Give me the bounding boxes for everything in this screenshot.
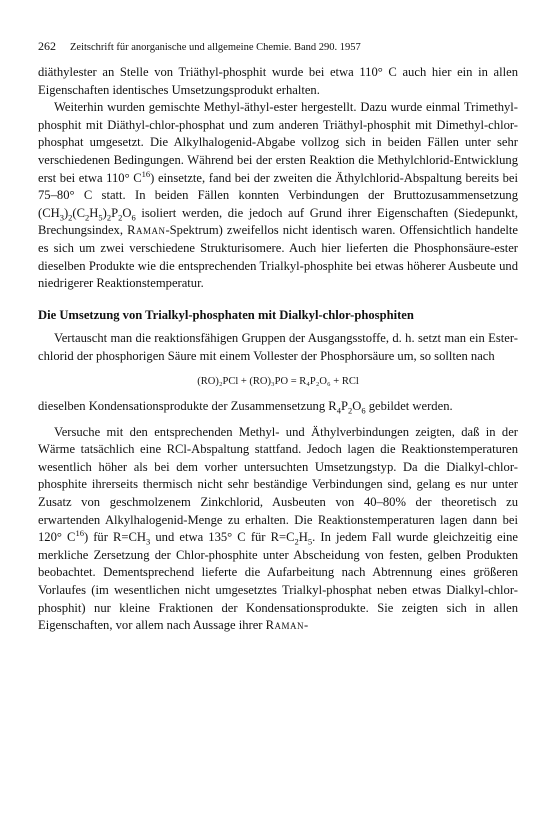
- footnote-ref-16: 16: [141, 168, 151, 179]
- paragraph-4: dieselben Kondensationsprodukte der Zusammensetzung $R_4P_2O_6$ gebildet werden.: [38, 399, 453, 416]
- paragraph-1: diäthylester an Stelle von Triäthyl-phosphit wurde bei etwa 110° C auch hier ein in allen Eigenschaften identisches Umsetzungsprodukt erhalten.: [38, 65, 518, 97]
- paragraph-2: Weiterhin wurden gemischte Methyl-äthyl-ester hergestellt. Dazu wurde einmal Trimethyl-phosphit mit Diäthyl-chlor-phosphat und zum anderen Triäthyl-phosphit mit Dimethyl-chlor-phosphat umgesetzt. Die Alkylhalogenid-Abgabe vollzog sich in beiden Fällen unter sehr verschiedenen Bedingungen. Während bei der ersten Reaktion die Methylchlorid-Entwicklung erst bei etwa 110° $C^{16}$) einsetzte, fand bei der zweiten die Äthylchlorid-Abspaltung bereits bei 75–80° C statt. In beiden Fällen konnten Verbindungen der Bruttozusammensetzung $(CH_3)_2(C_2H_5)_2P_2O_6$ isoliert werden, die jedoch auf Grund ihrer Eigenschaften (Siedepunkt, Brechungsindex, Raman-Spektrum) zweifellos nicht identisch waren. Offensichtlich handelte es sich um zwei verschiedene Strukturisomere. Auch hier lieferten die Phosphonsäure-ester dieselben Produkte wie die entsprechenden Trialkyl-phosphite bei etwas höherer Ausbeute und niedrigerer Reaktionstemperatur.: [38, 100, 519, 291]
- footnote-ref-16: 16: [75, 528, 84, 539]
- section-heading: Die Umsetzung von Trialkyl-phosphaten mit Dialkyl-chlor-phosphiten: [38, 307, 414, 322]
- paragraph-5: Versuche mit den entsprechenden Methyl- und Äthylverbindungen zeigten, daß in der Wärme tatsächlich eine RCl-Abspaltung stattfand. Jedoch lagen die Reaktionstemperaturen wesentlich höher als bei dem vorher untersuchten Umsetzungstyp. Da die Dialkyl-chlor-phosphite ihrerseits thermisch nicht sehr beständige Verbindungen sind, gelang es nur unter Zusatz von geschmolzenem Zinkchlorid, Ausbeuten von 40–80% der theoretisch zu erwartenden Alkylhalogenid-Menge zu erhalten. Die Reaktionstemperaturen lagen dann bei 120° $C^{16}$) für $R=CH_3$ und etwa 135° C für $R=C_2H_5$. In jedem Fall wurde gleichzeitig eine merkliche Zersetzung der Chlor-phosphite unter Abscheidung von festen, gelben Produkten beobachtet. Dementsprechend lieferte die Aufarbeitung nach Abtrennung eines größeren Vorlaufes (im wesentlichen nicht umgesetztes Trialkyl-phosphat neben etwas Dialkyl-chlor-phosphit) nur kleine Fraktionen der Kondensationsprodukte. Sie zeigten sich in allen Eigenschaften, vor allem nach Aussage ihrer Raman-: [38, 424, 518, 633]
- page-number: 262: [38, 39, 56, 53]
- body-text: [38, 64, 518, 635]
- paragraph-gap: [38, 416, 518, 424]
- running-header: [38, 40, 518, 54]
- reaction-equation: (RO)₂PCl + (RO)₃PO = R₄P₂O₆ + RCl: [197, 375, 359, 387]
- paragraph-3: Vertauscht man die reaktionsfähigen Gruppen der Ausgangsstoffe, d. h. setzt man ein Ester-chlorid der phosphorigen Säure mit einem Vollester der Phosphorsäure um, so sollten nach: [38, 331, 518, 363]
- author-name-raman: Raman-: [265, 618, 309, 633]
- author-name-raman: Raman: [127, 223, 166, 238]
- journal-title: Zeitschrift für anorganische und allgemeine Chemie. Band 290. 1957: [70, 42, 361, 53]
